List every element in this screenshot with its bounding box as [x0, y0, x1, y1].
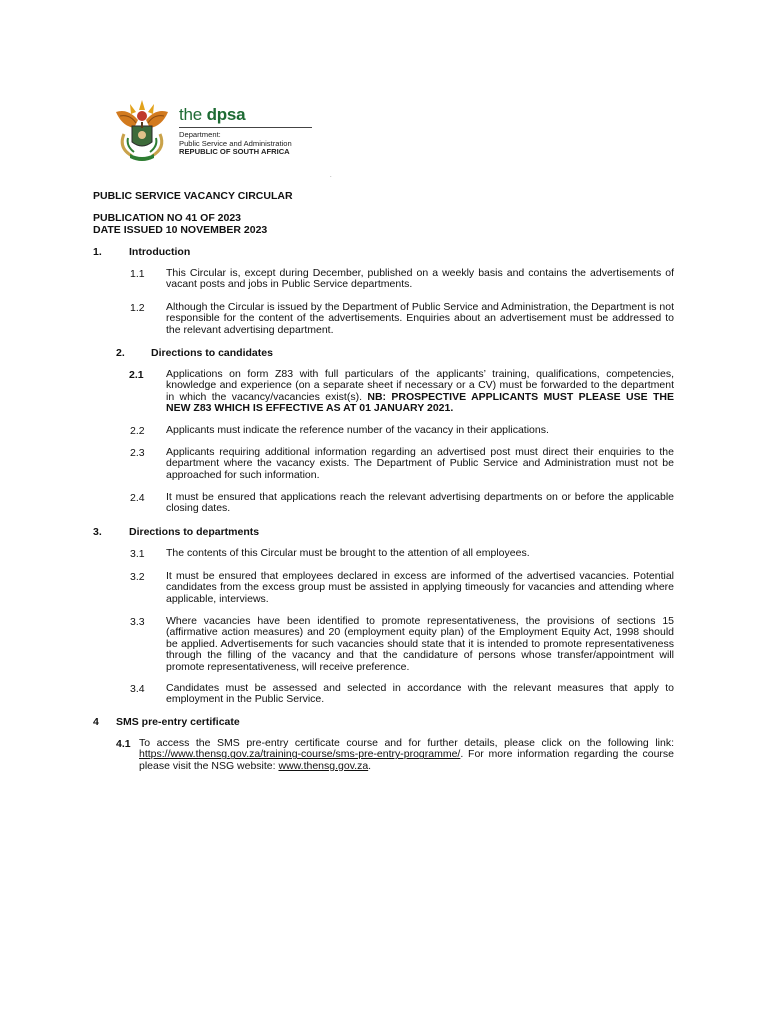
dpsa-logo	[112, 98, 322, 162]
item-3-4-number: 3.4	[130, 683, 145, 695]
item-2-3-text: Applicants requiring additional information regarding an advertised post must direct their enquiries to the department where the vacancy exists. The Department of Public Service and Administration must not be approached for such information.	[166, 446, 674, 481]
section-4-title: SMS pre-entry certificate	[116, 716, 240, 728]
sms-course-link[interactable]: https://www.thensg.gov.za/training-course/sms-pre-entry-programme/	[139, 748, 461, 761]
item-3-4-text: Candidates must be assessed and selected in accordance with the relevant measures that apply to employment in the Public Service.	[166, 682, 674, 706]
section-3-number: 3.	[93, 526, 102, 538]
item-2-2-number: 2.2	[130, 425, 145, 437]
coat-of-arms-icon	[112, 98, 172, 162]
dpsa-wordmark	[179, 106, 324, 157]
item-4-1-number: 4.1	[116, 738, 131, 750]
brand-divider	[179, 127, 312, 128]
item-2-4-text: It must be ensured that applications reach the relevant advertising departments on or before the applicable closing dates.	[166, 491, 674, 515]
brand-line-psa: Public Service and Administration	[179, 138, 292, 148]
item-2-1-number: 2.1	[129, 369, 144, 381]
date-issued: DATE ISSUED 10 NOVEMBER 2023	[93, 224, 268, 236]
item-3-2-number: 3.2	[130, 571, 145, 583]
section-1-number: 1.	[93, 246, 102, 258]
item-2-2-text: Applicants must indicate the reference number of the vacancy in their applications.	[166, 424, 549, 436]
item-3-1-number: 3.1	[130, 548, 145, 560]
section-2-title: Directions to candidates	[151, 347, 273, 359]
brand-line-department: Department:	[179, 130, 221, 139]
item-2-1-text: Applications on form Z83 with full particulars of the applicants’ training, qualifications, competencies, knowledge and experience (on a separate sheet if necessary or a CV) must be forwarded to the department in which the vacancy/vacancies exist(s). NB: PROSPECTIVE APPLICANTS MUST PLEASE USE THE NEW Z83 WHICH IS EFFECTIVE AS AT 01 JANUARY 2021.	[166, 368, 674, 415]
item-3-1-text: The contents of this Circular must be brought to the attention of all employees.	[166, 547, 530, 559]
circular-title: PUBLIC SERVICE VACANCY CIRCULAR	[93, 190, 293, 202]
section-4-number: 4	[93, 716, 99, 728]
item-1-2-number: 1.2	[130, 302, 145, 314]
z83-notice: NB: PROSPECTIVE APPLICANTS MUST PLEASE USE THE NEW Z83 WHICH IS EFFECTIVE AS AT 01 JANUARY 2021.	[166, 390, 674, 415]
brand-line-country: REPUBLIC OF SOUTH AFRICA	[179, 147, 290, 157]
item-1-1-number: 1.1	[130, 268, 145, 280]
item-3-2-text: It must be ensured that employees declared in excess are informed of the advertised vacancies. Potential candidates from the excess group must be assisted in applying timeously for vacancies and attending where applicable, interviews.	[166, 570, 674, 605]
nsg-website-link[interactable]: www.thensg.gov.za	[278, 759, 369, 772]
section-2-number: 2.	[116, 347, 125, 359]
section-1-title: Introduction	[129, 246, 191, 258]
item-3-3-text: Where vacancies have been identified to promote representativeness, the provisions of sections 15 (affirmative action measures) and 20 (employment equity plan) of the Employment Equity Act, 1998 should be applied. Advertisements for such vacancies should state that it is intended to promote representativeness through the filling of the vacancy and that the candidature of persons whose transfer/appointment will promote representativeness, will receive preference.	[166, 615, 674, 673]
stray-mark: .	[330, 173, 332, 179]
publication-number: PUBLICATION NO 41 OF 2023	[93, 212, 242, 224]
brand-name: the dpsa	[179, 105, 246, 124]
item-1-1-text: This Circular is, except during December, published on a weekly basis and contains the advertisements of vacant posts and jobs in Public Service departments.	[166, 267, 674, 291]
item-2-3-number: 2.3	[130, 447, 145, 459]
section-3-title: Directions to departments	[129, 526, 260, 538]
item-3-3-number: 3.3	[130, 616, 145, 628]
item-1-2-text: Although the Circular is issued by the Department of Public Service and Administration, the Department is not responsible for the content of the advertisements. Enquiries about an advertisement must be addressed to the relevant advertising department.	[166, 301, 674, 336]
item-2-4-number: 2.4	[130, 492, 145, 504]
item-4-1-text: To access the SMS pre-entry certificate course and for further details, please click on the following link: https://www.thensg.gov.za/training-course/sms-pre-entry-programme/. For more information regarding the course please visit the NSG website: www.thensg.gov.za.	[139, 737, 674, 772]
